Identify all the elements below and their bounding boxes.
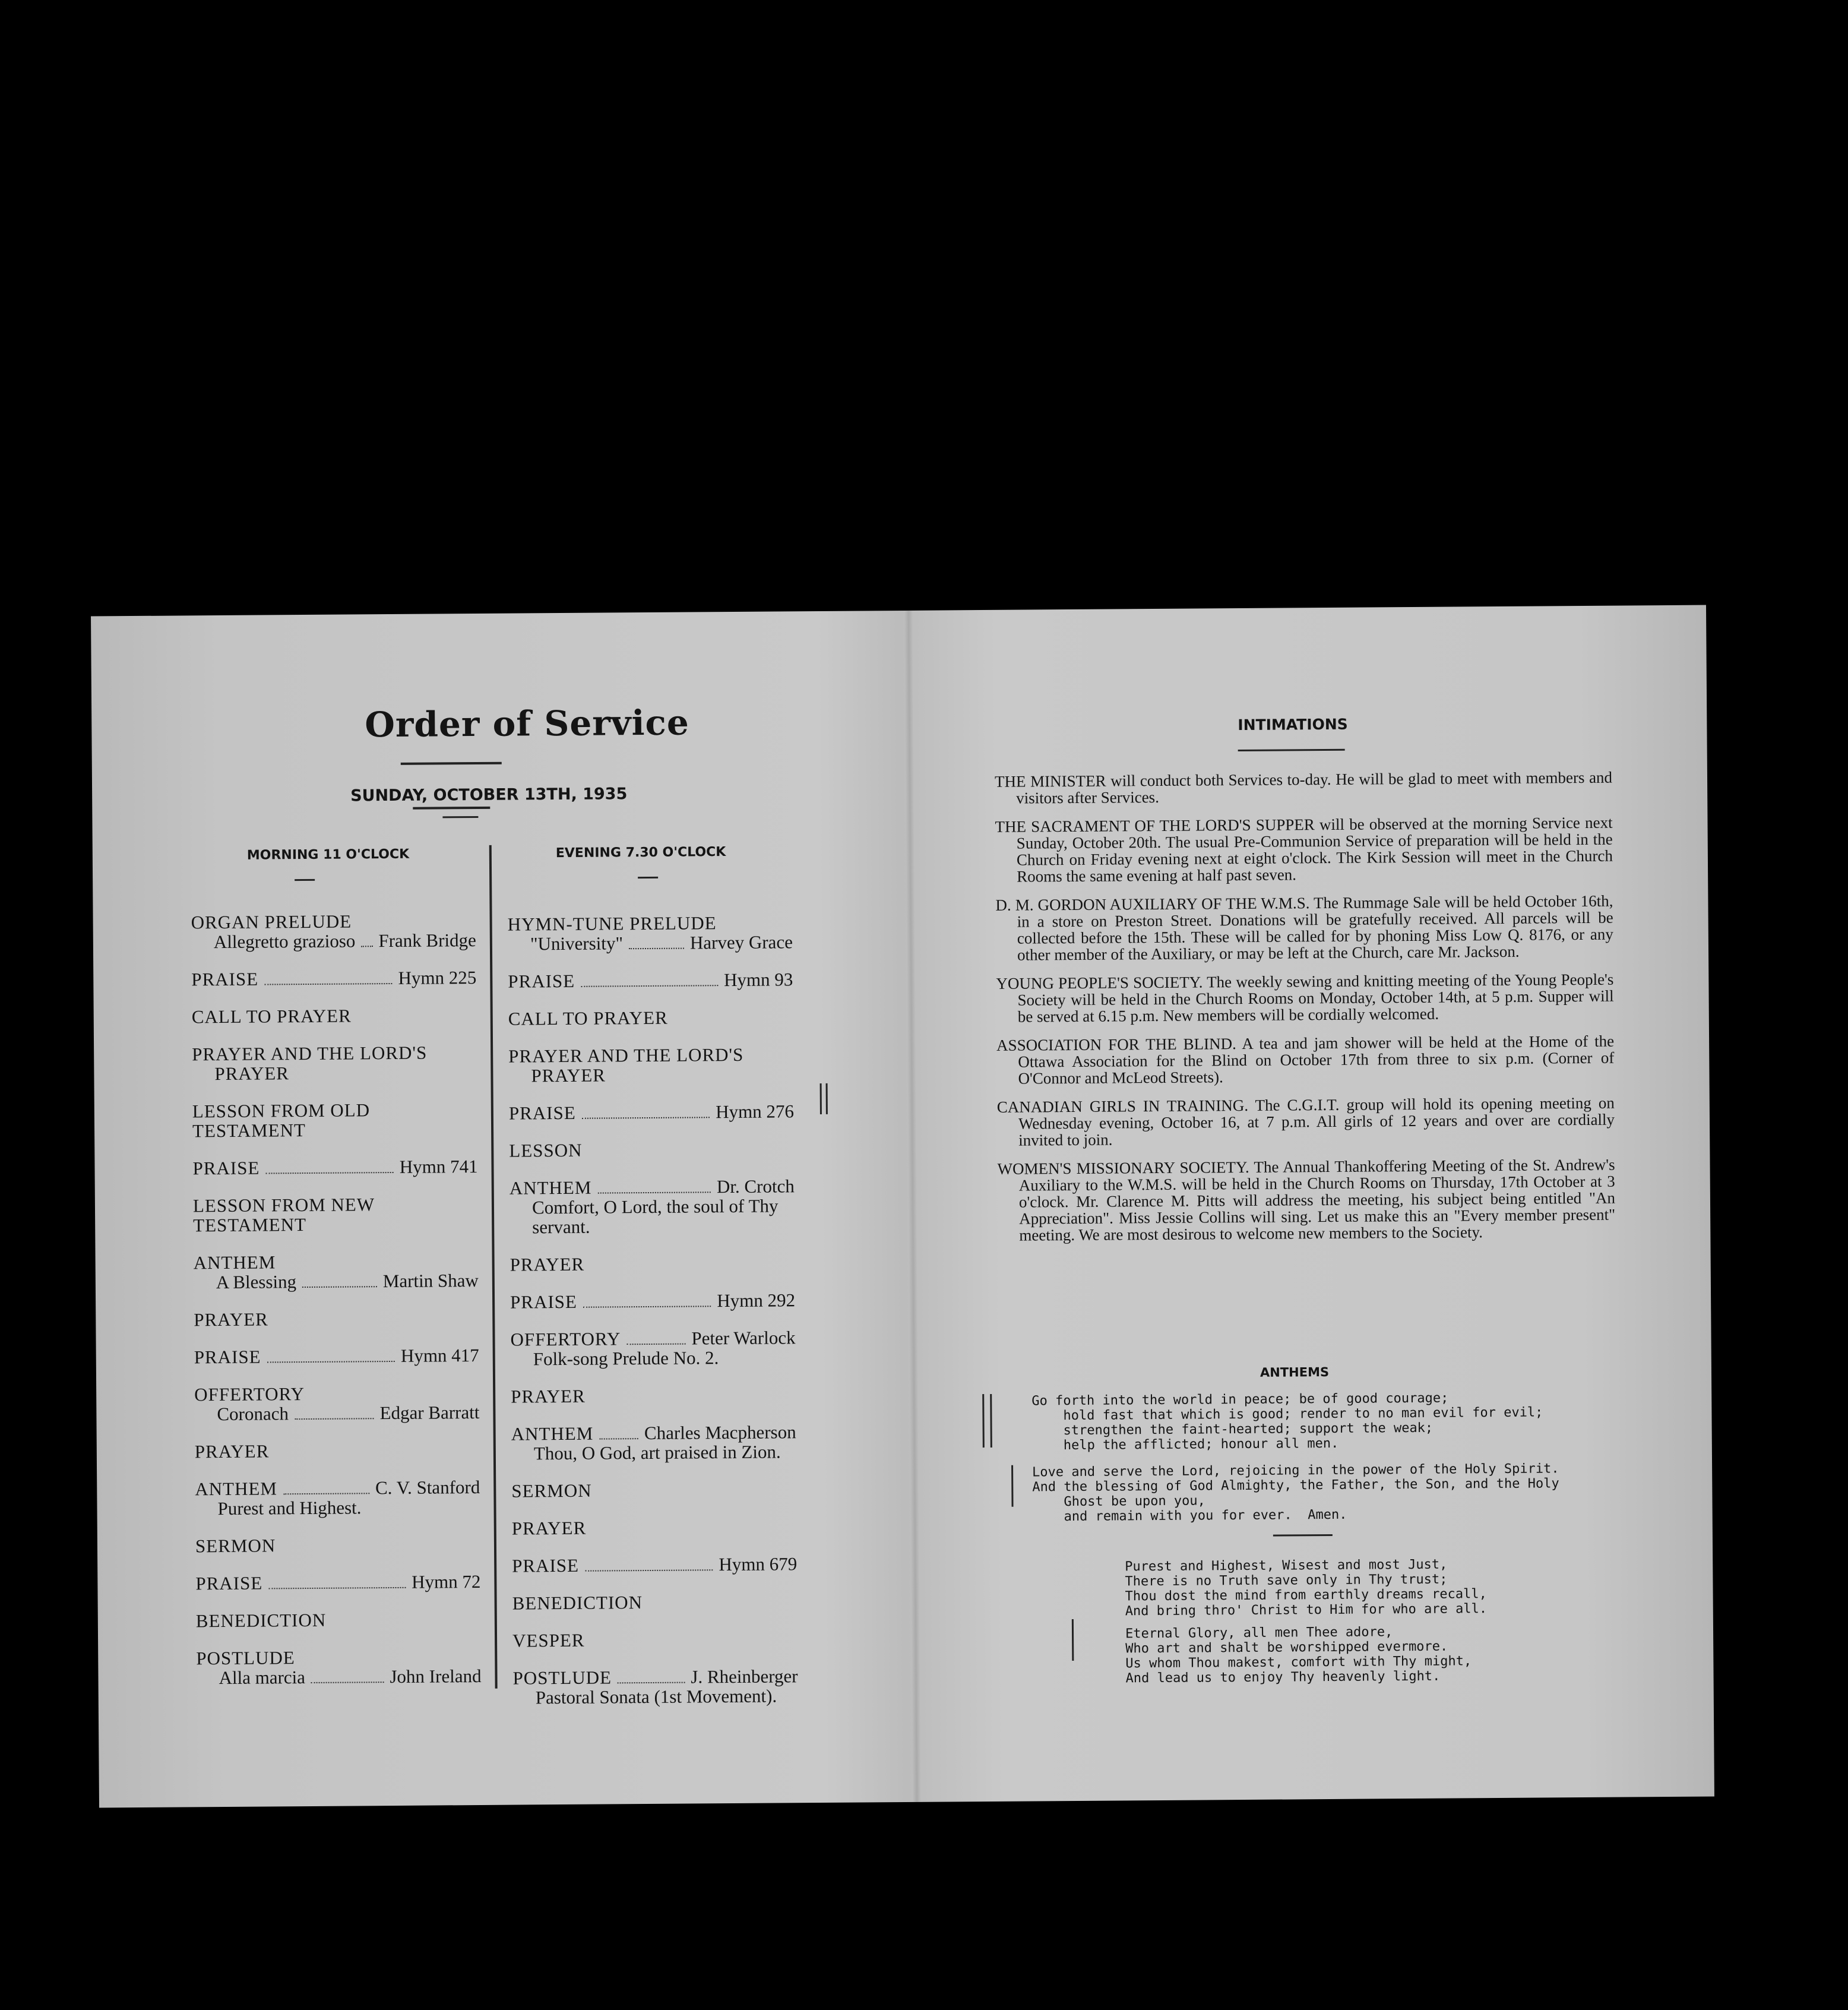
- item-heading: PRAYER: [511, 1385, 586, 1407]
- intimation-paragraph: [996, 971, 1614, 1025]
- date-rule-2: [442, 816, 478, 818]
- intimation-paragraph: [995, 814, 1613, 885]
- item-heading: ANTHEM: [193, 1251, 276, 1273]
- service-item: [508, 1007, 793, 1028]
- item-label: PRAISE: [512, 1554, 580, 1576]
- service-date: SUNDAY, OCTOBER 13TH, 1935: [350, 785, 628, 805]
- detail-composer: Frank Bridge: [378, 930, 476, 952]
- item-subtitle: Comfort, O Lord, the soul of Thy servant.: [531, 1195, 779, 1238]
- service-item: [512, 1554, 797, 1575]
- intimation-text: The Annual Thankoffering Meeting of the St. Andrew's Auxiliary to the W.M.S. will be held in the Church Rooms on Thursday, 17th October at 3 o'clock. Mr. Clarence M. Pitts will address the meeting, his subject being entitled "An Appreciation". Miss Jessie Collins will sing. Let us make this an "Every member present" meeting. We are most desirous to welcome new members to the Society.: [1018, 1155, 1616, 1244]
- intimation-paragraph: [997, 1095, 1615, 1149]
- intimation-lead: CANADIAN GIRLS IN TRAINING.: [996, 1096, 1249, 1116]
- item-heading: ORGAN PRELUDE: [191, 911, 352, 933]
- leader-dots: [585, 1569, 713, 1572]
- leader-dots: [264, 983, 392, 985]
- hymn-verse-2: Eternal Glory, all men Thee adore, Who art and shalt be worshipped evermore. Us whom Thou makest, comfort with Thy might, And lead us to enjoy Thy heavenly light.: [1125, 1625, 1472, 1686]
- anthem-text-1: Go forth into the world in peace; be of good courage; hold fast that which is good; render to no man evil for evil; strengthen the faint-hearted; support the weak; help the afflicted; honour all men.: [1031, 1390, 1543, 1453]
- leader-dots: [361, 946, 372, 947]
- service-item: [510, 1290, 795, 1311]
- service-item: [192, 1042, 477, 1083]
- item-subtitle: Thou, O God, art praised in Zion.: [533, 1441, 781, 1464]
- service-item: [191, 911, 476, 952]
- item-value: Hymn 292: [717, 1290, 796, 1311]
- intimation-lead: ASSOCIATION FOR THE BLIND.: [996, 1035, 1236, 1054]
- intimation-paragraph: [995, 769, 1612, 807]
- item-heading: PRAYER: [511, 1517, 587, 1539]
- detail-composer: John Ireland: [390, 1665, 482, 1687]
- item-heading: CALL TO PRAYER: [508, 1007, 668, 1029]
- service-item: [193, 1194, 478, 1235]
- service-item: [192, 1099, 477, 1140]
- detail-title: A Blessing: [216, 1271, 297, 1293]
- intimation-lead: THE SACRAMENT OF THE LORD'S SUPPER: [995, 816, 1315, 836]
- leader-dots: [618, 1682, 685, 1684]
- item-heading: PRAYER: [194, 1440, 270, 1462]
- item-heading: PRAYER AND THE LORD'S: [192, 1042, 428, 1065]
- intimation-lead: YOUNG PEOPLE'S SOCIETY.: [996, 973, 1203, 993]
- item-heading: PRAYER: [510, 1253, 585, 1275]
- service-item: [195, 1572, 480, 1593]
- leader-dots: [626, 1344, 685, 1345]
- service-item: [510, 1328, 795, 1369]
- item-label: ANTHEM: [195, 1478, 278, 1500]
- item-detail-row: [194, 1271, 479, 1292]
- service-item: [511, 1385, 796, 1406]
- item-heading: OFFERTORY: [194, 1383, 305, 1405]
- item-row: [192, 1156, 477, 1178]
- item-heading: SERMON: [195, 1535, 276, 1557]
- program-sheet: [91, 605, 1714, 1808]
- item-heading: BENEDICTION: [512, 1592, 643, 1614]
- service-item: [192, 1005, 477, 1026]
- service-item: [195, 1440, 480, 1461]
- leader-dots: [629, 948, 684, 950]
- detail-composer: Harvey Grace: [689, 931, 793, 953]
- service-item: [509, 1101, 794, 1123]
- morning-order: [191, 911, 482, 1705]
- column-divider: [489, 845, 498, 1689]
- service-item: [509, 1139, 794, 1160]
- item-row: [195, 1477, 480, 1499]
- item-label: PRAISE: [510, 1291, 578, 1313]
- item-row: [512, 1666, 798, 1687]
- item-label: PRAISE: [192, 1157, 260, 1179]
- hymn-verse-1: Purest and Highest, Wisest and most Just, There is no Truth save only in Thy trust; Thou dost the mind from earthly dreams recall, And bring thro' Christ to Him for who are all.: [1125, 1557, 1488, 1619]
- item-row: [510, 1328, 795, 1349]
- service-item: [194, 1308, 479, 1329]
- anthems-title: ANTHEMS: [1260, 1364, 1330, 1380]
- item-heading: LESSON FROM OLD TESTAMENT: [192, 1099, 371, 1142]
- item-label: POSTLUDE: [512, 1667, 612, 1689]
- handwritten-mark: [820, 1083, 822, 1114]
- anthems-rule: [1273, 1534, 1333, 1537]
- item-row: [512, 1554, 797, 1575]
- item-heading: VESPER: [512, 1629, 585, 1651]
- detail-composer: Martin Shaw: [382, 1269, 479, 1292]
- item-value: Dr. Crotch: [716, 1175, 795, 1197]
- item-label: PRAISE: [191, 968, 259, 990]
- leader-dots: [597, 1192, 711, 1193]
- item-row: [510, 1290, 795, 1311]
- detail-composer: Edgar Barratt: [379, 1401, 480, 1424]
- service-item: [512, 1629, 798, 1650]
- leader-dots: [583, 1306, 711, 1308]
- service-item: [508, 969, 793, 991]
- item-heading: SERMON: [511, 1480, 592, 1502]
- service-item: [194, 1345, 479, 1367]
- order-of-service-title: Order of Service: [365, 702, 689, 745]
- item-label: PRAISE: [508, 970, 575, 992]
- service-item: [195, 1477, 480, 1518]
- item-heading: BENEDICTION: [195, 1609, 327, 1632]
- item-subtitle: Purest and Highest.: [217, 1497, 362, 1519]
- item-label: PRAISE: [195, 1572, 263, 1594]
- item-value: Hymn 276: [716, 1101, 794, 1123]
- intimation-text: The weekly sewing and knitting meeting of the Young People's Society will be held in the Church Rooms on Monday, October 14th, at 5 p.m. Supper will be served at 6.15 p.m. New members will be cordially welcomed.: [1017, 970, 1614, 1026]
- intimation-text: will conduct both Services to-day. He will be glad to meet with members and visitors after Services.: [1016, 768, 1613, 807]
- service-item: [512, 1666, 798, 1707]
- item-label: ANTHEM: [511, 1423, 594, 1445]
- leader-dots: [599, 1438, 638, 1439]
- service-item: [512, 1591, 798, 1613]
- item-row: [511, 1422, 796, 1443]
- leader-dots: [581, 985, 718, 987]
- service-item: [511, 1479, 796, 1500]
- intimations-rule: [1238, 749, 1345, 751]
- intimation-paragraph: [996, 1033, 1615, 1087]
- intimation-text: A tea and jam shower will be held at the Home of the Ottawa Association for the Blind on October 17th from three to six p.m. (Corner of O'Connor and McLeod Streets).: [1018, 1032, 1615, 1088]
- leader-dots: [283, 1493, 369, 1494]
- morning-dash: [295, 879, 315, 881]
- item-row: [510, 1176, 795, 1197]
- handwritten-mark: [826, 1083, 828, 1114]
- leader-dots: [268, 1587, 406, 1589]
- item-value: C. V. Stanford: [375, 1476, 480, 1499]
- anthem-text-2: Love and serve the Lord, rejoicing in the power of the Holy Spirit. And the blessing of God Almighty, the Father, the Son, and the Holy Ghost be upon you, and remain with you for ever. Amen.: [1032, 1461, 1559, 1525]
- service-item: [194, 1251, 479, 1292]
- service-item: [512, 1516, 797, 1538]
- item-detail-row: [191, 930, 476, 952]
- item-label: ANTHEM: [509, 1177, 592, 1199]
- item-value: Hymn 93: [723, 969, 793, 991]
- leader-dots: [311, 1682, 384, 1683]
- service-item: [191, 968, 476, 989]
- item-detail-row: [508, 932, 793, 953]
- center-fold: [904, 611, 921, 1802]
- intimation-lead: THE MINISTER: [994, 772, 1106, 791]
- detail-title: "University": [530, 933, 624, 955]
- item-value: Hymn 741: [399, 1155, 478, 1177]
- service-item: [511, 1422, 796, 1463]
- service-item: [508, 1044, 793, 1085]
- service-item: [195, 1534, 480, 1556]
- leader-dots: [265, 1172, 393, 1174]
- leader-dots: [267, 1361, 395, 1363]
- item-label: OFFERTORY: [510, 1328, 621, 1350]
- item-heading: CALL TO PRAYER: [191, 1005, 352, 1028]
- intimations-list: [995, 769, 1616, 1256]
- intimation-lead: D. M. GORDON AUXILIARY OF THE W.M.S.: [995, 894, 1310, 914]
- item-detail-row: [194, 1402, 479, 1424]
- title-rule: [401, 762, 502, 765]
- item-value: J. Rheinberger: [691, 1665, 798, 1687]
- intimation-text: The C.G.I.T. group will hold its opening meeting on Wednesday evening, October 16, at 7 p.m. All girls of 12 years and over are cordially invited to join.: [1018, 1094, 1615, 1149]
- item-value: Charles Macpherson: [644, 1421, 796, 1444]
- leader-dots: [302, 1286, 377, 1288]
- detail-title: Alla marcia: [219, 1667, 306, 1689]
- evening-dash: [638, 877, 658, 878]
- item-subtitle: Folk-song Prelude No. 2.: [533, 1347, 719, 1370]
- item-value: Peter Warlock: [691, 1327, 796, 1349]
- service-item: [510, 1253, 795, 1274]
- item-heading: LESSON: [509, 1139, 583, 1161]
- handwritten-mark: [1072, 1619, 1074, 1661]
- service-item: [508, 912, 793, 953]
- intimation-paragraph: [995, 893, 1613, 963]
- item-row: [194, 1345, 479, 1367]
- item-value: Hymn 679: [719, 1553, 798, 1575]
- evening-heading: EVENING 7.30 O'CLOCK: [555, 845, 726, 861]
- item-heading: HYMN-TUNE PRELUDE: [507, 912, 717, 935]
- item-row: [191, 968, 476, 989]
- handwritten-mark: [1011, 1465, 1013, 1507]
- item-subtitle: Pastoral Sonata (1st Movement).: [535, 1685, 777, 1708]
- detail-title: Coronach: [217, 1403, 289, 1425]
- item-value: Hymn 417: [400, 1344, 479, 1366]
- item-label: PRAISE: [508, 1102, 576, 1124]
- item-row: [195, 1572, 480, 1593]
- service-item: [194, 1383, 479, 1424]
- item-detail-row: [196, 1666, 481, 1687]
- service-item: [196, 1609, 481, 1630]
- item-heading-cont: PRAYER: [214, 1063, 289, 1085]
- leader-dots: [295, 1418, 374, 1420]
- evening-order: [508, 912, 799, 1725]
- item-row: [508, 969, 793, 991]
- intimation-text: will be observed at the morning Service next Sunday, October 20th. The usual Pre-Communion Service of preparation will be held in the Church on Friday evening next at eight o'clock. The Kirk Session will meet in the Church Rooms the same evening at half past seven.: [1016, 813, 1613, 886]
- item-value: Hymn 72: [412, 1570, 481, 1592]
- date-rule-1: [413, 807, 490, 810]
- intimation-text: The Rummage Sale will be held October 16th, in a store on Preston Street. Donations will be gratefully received. All parcels will be collected before the 15th. These will be called for by phoning Miss Low Q. 8176, or any other member of the Auxiliary, or may be left at the Church, care Mr. Jackson.: [1017, 892, 1613, 964]
- intimations-title: INTIMATIONS: [1238, 715, 1348, 734]
- detail-title: Allegretto grazioso: [213, 930, 356, 953]
- handwritten-mark: [990, 1394, 992, 1448]
- intimation-paragraph: [997, 1156, 1615, 1244]
- leader-dots: [582, 1117, 710, 1119]
- intimation-lead: WOMEN'S MISSIONARY SOCIETY.: [997, 1158, 1249, 1178]
- item-heading: LESSON FROM NEW TESTAMENT: [192, 1194, 375, 1236]
- service-item: [510, 1176, 795, 1237]
- item-row: [509, 1101, 794, 1123]
- item-heading: PRAYER AND THE LORD'S: [508, 1044, 744, 1067]
- item-label: PRAISE: [194, 1346, 261, 1368]
- morning-heading: MORNING 11 O'CLOCK: [246, 846, 410, 863]
- item-heading-cont: PRAYER: [531, 1064, 606, 1086]
- service-item: [196, 1646, 481, 1687]
- item-heading: PRAYER: [194, 1309, 268, 1330]
- service-item: [192, 1156, 477, 1178]
- handwritten-mark: [982, 1394, 985, 1448]
- item-heading: POSTLUDE: [196, 1647, 295, 1669]
- item-value: Hymn 225: [398, 967, 477, 988]
